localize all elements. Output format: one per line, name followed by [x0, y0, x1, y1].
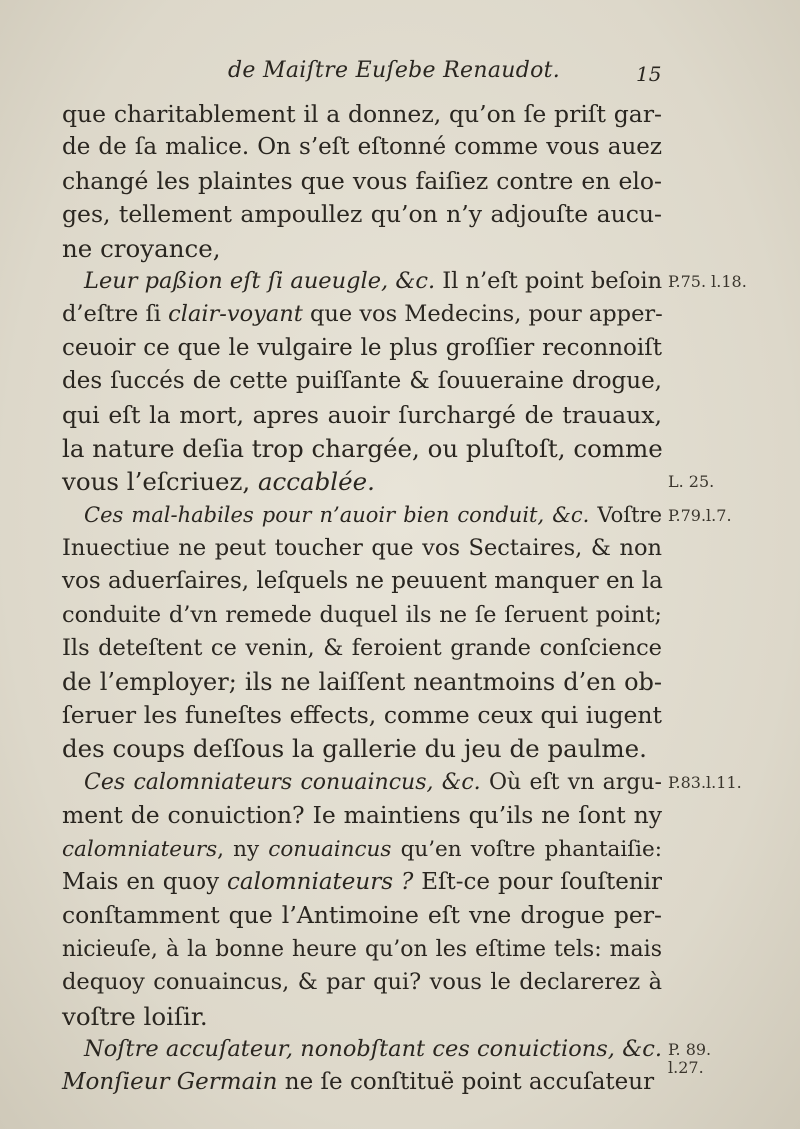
text-line	[62, 365, 662, 398]
text-segment: Eſt-ce pour ſouſtenir	[413, 868, 662, 895]
italic-text: conuaincus	[268, 836, 392, 862]
text-line	[62, 666, 662, 699]
italic-text: Monſieur Germain	[62, 1069, 278, 1096]
text-line	[62, 766, 662, 799]
text-line	[62, 332, 662, 365]
text-segment: , ny	[217, 836, 269, 862]
text-line	[62, 599, 662, 632]
margin-note: P.83.l.11.	[668, 773, 742, 792]
margin-note: P.79.l.7.	[668, 505, 732, 525]
text-line	[62, 833, 662, 866]
text-line	[62, 799, 662, 832]
text-segment: changé les plaintes que vous faiſiez contre en elo-	[62, 166, 662, 195]
text-segment: dequoy conuaincus, & par qui? vous le declarerez à	[62, 969, 662, 996]
text-line	[62, 131, 662, 164]
text-segment: de de ſa malice. On s’eſt eſtonné comme vous auez	[62, 134, 662, 161]
text-line	[62, 98, 662, 131]
text-segment: des coups deſſous la gallerie du jeu de paulme.	[62, 734, 647, 764]
text-segment: ne ſe conſtituë point accuſateur	[277, 1069, 655, 1096]
text-segment: Il n’eſt point beſoin	[435, 267, 663, 294]
italic-text: Leur paßion eſt ſi aueugle, &c.	[84, 267, 436, 294]
text-segment: qui eſt la mort, apres auoir ſurchargé de trauaux,	[62, 400, 662, 429]
margin-note: L. 25.	[668, 472, 715, 492]
text-line	[62, 732, 662, 765]
text-segment: des ſuccés de cette puiſſante & ſouueraine drogue,	[62, 368, 662, 395]
text-line	[62, 565, 662, 598]
text-segment: voſtre loiſir.	[62, 1001, 208, 1031]
running-title: de Maiſtre Euſebe Renaudot.	[228, 58, 561, 83]
italic-text: calomniateurs ?	[227, 868, 414, 895]
italic-text: Noſtre accuſateur, nonobſtant ces conuictions, &c.	[84, 1035, 662, 1062]
page-number: 15	[636, 62, 662, 86]
margin-note: P.75. l.18.	[668, 272, 747, 291]
text-segment: Inuectiue ne peut toucher que vos Sectaires, & non	[62, 535, 662, 562]
margin-notes	[668, 0, 788, 1129]
text-segment: conſtamment que l’Antimoine eſt vne drogue per-	[62, 901, 662, 930]
text-segment: que charitablement il a donnez, qu’on ſe priſt gar-	[62, 100, 662, 128]
body-text	[62, 98, 662, 1100]
text-segment: Ils deteſtent ce venin, & feroient grande conſcience	[62, 635, 662, 662]
text-line	[62, 1033, 662, 1066]
text-segment: ſeruer les funeſtes effects, comme ceux qui iugent	[62, 701, 662, 730]
text-segment: Voſtre	[589, 502, 662, 527]
text-segment: vos aduerſaires, leſquels ne peuuent manquer en la	[62, 568, 663, 595]
text-segment: qu’en voſtre phantaiſie:	[391, 836, 663, 862]
text-segment: de l’employer; ils ne laiſſent neantmoins d’en ob-	[62, 667, 662, 696]
text-line	[62, 866, 662, 899]
italic-text: clair-voyant	[168, 301, 303, 328]
text-segment: vous l’eſcriuez,	[62, 467, 258, 497]
text-segment: nicieuſe, à la bonne heure qu’on les eſtime tels: mais	[62, 936, 662, 962]
text-line	[62, 465, 662, 498]
text-line	[62, 632, 662, 665]
text-line	[62, 432, 662, 465]
text-line	[62, 899, 662, 932]
text-segment: ment de conuiction? Ie maintiens qu’ils ne ſont ny	[62, 801, 662, 830]
text-line	[62, 198, 662, 231]
italic-text: accablée.	[257, 467, 375, 497]
italic-text: Ces calomniateurs conuaincus, &c.	[84, 769, 481, 795]
text-line	[62, 298, 662, 331]
text-line	[62, 1000, 662, 1033]
text-line	[62, 265, 662, 298]
italic-text: calomniateurs	[62, 836, 218, 862]
text-line	[62, 933, 662, 966]
text-segment: ceuoir ce que le vulgaire le plus groſſier reconnoiſt	[62, 334, 662, 361]
text-segment: ges, tellement ampoullez qu’on n’y adjouſte aucu-	[62, 200, 662, 229]
text-segment: Mais en quoy	[62, 868, 228, 895]
text-segment: que vos Medecins, pour apper-	[302, 301, 663, 328]
text-line	[62, 966, 662, 999]
text-line	[62, 232, 662, 265]
text-segment: la nature deſia trop chargée, ou pluſtoſt, comme	[62, 433, 663, 463]
text-segment: d’eſtre ſi	[62, 301, 169, 328]
text-segment: Où eſt vn argu-	[480, 769, 662, 795]
text-line	[62, 399, 662, 432]
text-line	[62, 165, 662, 198]
text-line	[62, 499, 662, 532]
margin-note: P. 89. l.27.	[668, 1040, 712, 1078]
text-segment: ne croyance,	[62, 233, 221, 263]
text-line	[62, 699, 662, 732]
text-line	[62, 1066, 662, 1099]
italic-text: Ces mal-habiles pour n’auoir bien conduit, &c.	[84, 502, 590, 527]
text-line	[62, 532, 662, 565]
text-segment: conduite d’vn remede duquel ils ne ſe ſeruent point;	[62, 601, 662, 628]
